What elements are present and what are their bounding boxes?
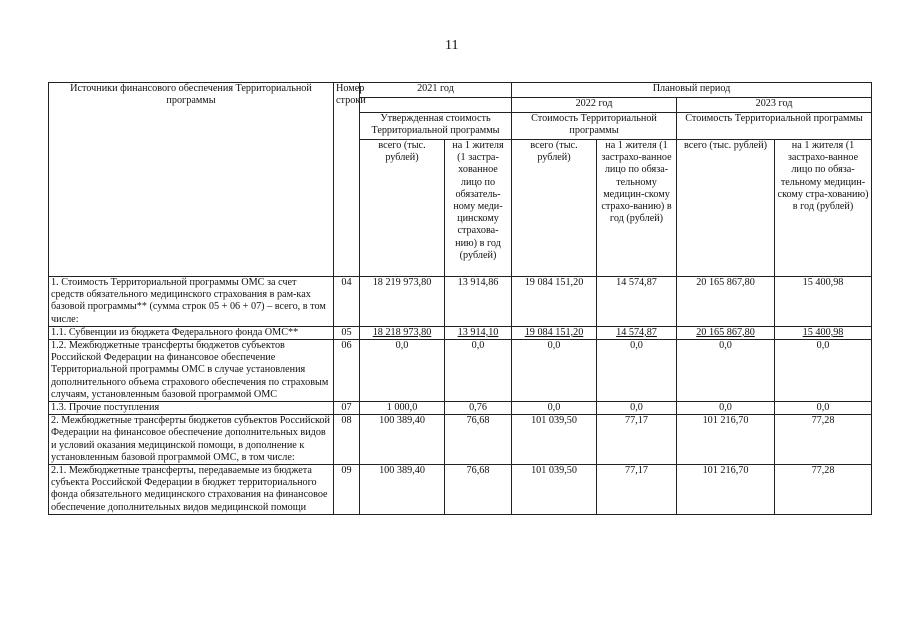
header-approved-cost: Утвержденная стоимость Территориальной программы (360, 113, 512, 140)
row-number: 08 (334, 415, 360, 465)
row-number: 07 (334, 402, 360, 415)
value-2021-per-capita: 0,76 (445, 402, 512, 415)
value-2022-per-capita: 77,17 (597, 465, 677, 515)
row-label: 1.3. Прочие поступления (49, 402, 334, 415)
value-2021-per-capita: 76,68 (445, 415, 512, 465)
value-2023-per-capita: 15 400,98 (775, 277, 872, 327)
row-number: 04 (334, 277, 360, 327)
header-cost-2023: Стоимость Территориальной программы (677, 113, 872, 140)
value-2022-total: 101 039,50 (512, 465, 597, 515)
header-total-2021: всего (тыс. рублей) (360, 140, 445, 277)
table-row (49, 340, 872, 402)
value-2022-total: 0,0 (512, 340, 597, 402)
value-2022-per-capita: 0,0 (597, 340, 677, 402)
value-2023-total: 0,0 (677, 340, 775, 402)
table-row (49, 465, 872, 515)
value-2022-total: 0,0 (512, 402, 597, 415)
row-label: 2. Межбюджетные трансферты бюджетов субъектов Российской Федерации на финансовое обеспечение дополнительных видов и условий оказания медицинской помощи, в дополнение к установленным базовой программой ОМС, в том числе: (49, 415, 334, 465)
row-label: 1.1. Субвенции из бюджета Федерального фонда ОМС** (49, 326, 334, 339)
table-row (49, 402, 872, 415)
value-2023-total: 20 165 867,80 (677, 277, 775, 327)
value-2023-total: 101 216,70 (677, 415, 775, 465)
value-2022-per-capita: 14 574,87 (597, 326, 677, 339)
table-row (49, 326, 872, 339)
row-number: 09 (334, 465, 360, 515)
value-2023-total: 101 216,70 (677, 465, 775, 515)
header-year-2023: 2023 год (677, 98, 872, 113)
row-number: 06 (334, 340, 360, 402)
value-2021-total: 18 219 973,80 (360, 277, 445, 327)
value-2021-total: 0,0 (360, 340, 445, 402)
financing-table (48, 82, 872, 515)
header-total-2023: всего (тыс. рублей) (677, 140, 775, 277)
table-row (49, 415, 872, 465)
value-2021-per-capita: 13 914,86 (445, 277, 512, 327)
value-2021-per-capita: 0,0 (445, 340, 512, 402)
value-2021-total: 100 389,40 (360, 465, 445, 515)
value-2021-per-capita: 13 914,10 (445, 326, 512, 339)
header-year-2022: 2022 год (512, 98, 677, 113)
value-2023-per-capita: 77,28 (775, 465, 872, 515)
header-row-number: Номер строки (334, 83, 360, 277)
value-2023-total: 20 165 867,80 (677, 326, 775, 339)
header-year-2021: 2021 год (360, 83, 512, 98)
header-per-capita-2022: на 1 жителя (1 застрахо-ванное лицо по обяза-тельному медицин-скому страхо-ванию) в год (рублей) (597, 140, 677, 277)
value-2021-total: 100 389,40 (360, 415, 445, 465)
value-2021-per-capita: 76,68 (445, 465, 512, 515)
row-label: 2.1. Межбюджетные трансферты, передаваемые из бюджета субъекта Российской Федерации в бюджет территориального фонда обязательного медицинского страхования на финансовое обеспечение дополнительных видов медицинской помощи (49, 465, 334, 515)
header-2021-spacer (360, 98, 512, 113)
value-2023-per-capita: 0,0 (775, 340, 872, 402)
header-cost-2022: Стоимость Территориальной программы (512, 113, 677, 140)
header-source: Источники финансового обеспечения Территориальной программы (49, 83, 334, 277)
value-2023-per-capita: 15 400,98 (775, 326, 872, 339)
value-2023-per-capita: 0,0 (775, 402, 872, 415)
row-label: 1.2. Межбюджетные трансферты бюджетов субъектов Российской Федерации на финансовое обеспечение Территориальной программы ОМС в случае установления дополнительного объема страхового обеспечения по страховым случаям, установленным базовой программой ОМС (49, 340, 334, 402)
header-per-capita-2021: на 1 жителя (1 застра-хованное лицо по обязатель-ному меди-цинскому страхова-нию) в год (рублей) (445, 140, 512, 277)
value-2022-total: 19 084 151,20 (512, 277, 597, 327)
value-2022-per-capita: 77,17 (597, 415, 677, 465)
value-2021-total: 1 000,0 (360, 402, 445, 415)
value-2022-total: 19 084 151,20 (512, 326, 597, 339)
value-2021-total: 18 218 973,80 (360, 326, 445, 339)
row-number: 05 (334, 326, 360, 339)
value-2022-per-capita: 0,0 (597, 402, 677, 415)
header-total-2022: всего (тыс. рублей) (512, 140, 597, 277)
value-2023-per-capita: 77,28 (775, 415, 872, 465)
header-planning-period: Плановый период (512, 83, 872, 98)
table-row (49, 277, 872, 327)
header-per-capita-2023: на 1 жителя (1 застрахо-ванное лицо по обяза-тельному медицин-скому стра-хованию) в год (рублей) (775, 140, 872, 277)
page-number: 11 (445, 38, 459, 53)
value-2023-total: 0,0 (677, 402, 775, 415)
row-label: 1. Стоимость Территориальной программы ОМС за счет средств обязательного медицинского страхования в рам-ках базовой программы** (сумма строк 05 + 06 + 07) – всего, в том числе: (49, 277, 334, 327)
value-2022-per-capita: 14 574,87 (597, 277, 677, 327)
value-2022-total: 101 039,50 (512, 415, 597, 465)
